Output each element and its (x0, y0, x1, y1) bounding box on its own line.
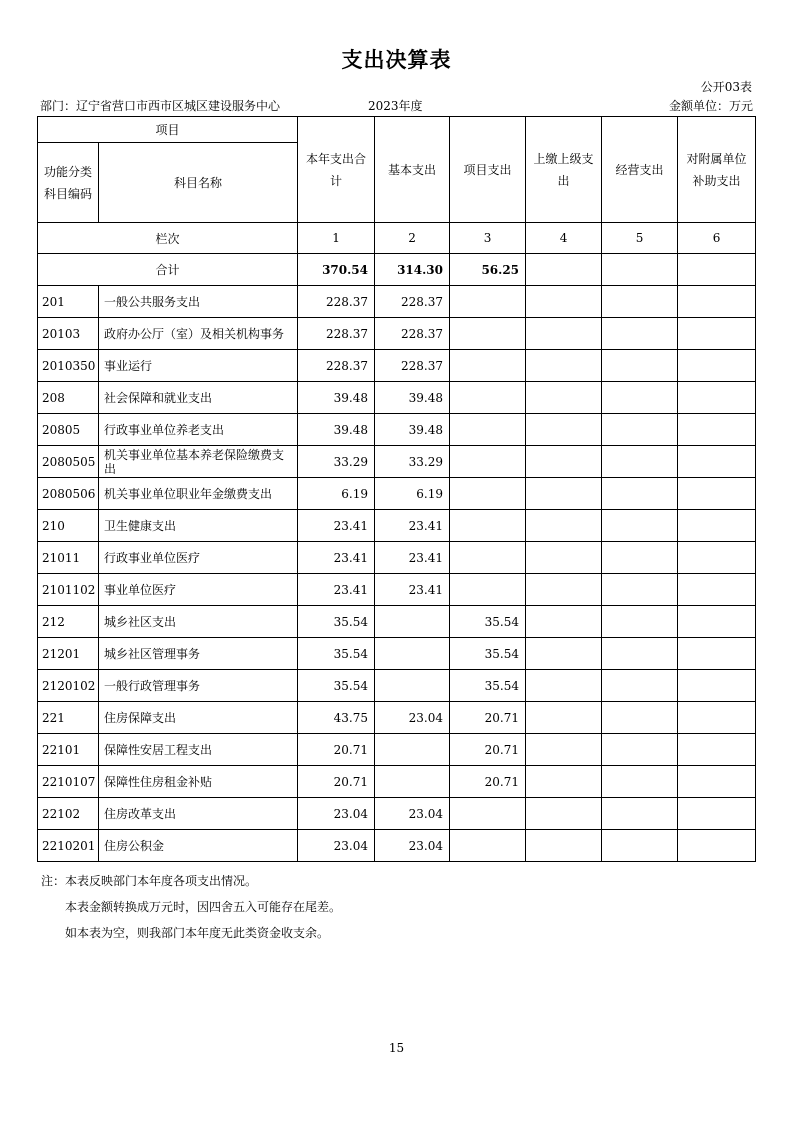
row-code: 2010350 (38, 350, 99, 382)
table-row (38, 670, 756, 702)
notes (41, 868, 341, 946)
row-business (602, 478, 678, 510)
row-code: 210 (38, 510, 99, 542)
row-subject-name: 一般行政管理事务 (99, 670, 298, 702)
row-business (602, 414, 678, 446)
row-subsidy (678, 830, 756, 862)
header-upper-remit: 上缴上级支出 (526, 117, 602, 223)
row-basic: 228.37 (375, 350, 450, 382)
row-basic: 33.29 (375, 446, 450, 478)
row-code: 22102 (38, 798, 99, 830)
row-code: 201 (38, 286, 99, 318)
column-index: 6 (678, 223, 756, 254)
row-upper-remit (526, 830, 602, 862)
row-subject-name: 卫生健康支出 (99, 510, 298, 542)
row-code: 20805 (38, 414, 99, 446)
row-basic (375, 766, 450, 798)
row-business (602, 638, 678, 670)
row-subsidy (678, 478, 756, 510)
row-business (602, 318, 678, 350)
row-total: 23.41 (298, 574, 375, 606)
header-project-expenditure: 项目支出 (450, 117, 526, 223)
row-subsidy (678, 734, 756, 766)
row-project (450, 574, 526, 606)
table-row (38, 414, 756, 446)
row-project (450, 542, 526, 574)
row-code: 208 (38, 382, 99, 414)
row-upper-remit (526, 318, 602, 350)
row-basic: 23.41 (375, 510, 450, 542)
row-basic: 228.37 (375, 318, 450, 350)
table-row (38, 446, 756, 478)
total-label: 合计 (38, 254, 298, 286)
note-line: 如本表为空，则我部门本年度无此类资金收支余。 (65, 926, 330, 940)
row-subject-name: 住房改革支出 (99, 798, 298, 830)
row-project (450, 830, 526, 862)
row-project (450, 798, 526, 830)
row-upper-remit (526, 670, 602, 702)
row-business (602, 798, 678, 830)
table-row (38, 830, 756, 862)
row-code: 2080506 (38, 478, 99, 510)
row-subject-name: 事业单位医疗 (99, 574, 298, 606)
unit-label: 金额单位：万元 (668, 99, 753, 113)
row-total: 33.29 (298, 446, 375, 478)
row-business (602, 446, 678, 478)
total-total: 370.54 (298, 254, 375, 286)
table-row (38, 510, 756, 542)
header-meta (40, 97, 753, 113)
row-total: 228.37 (298, 318, 375, 350)
row-project: 20.71 (450, 702, 526, 734)
row-upper-remit (526, 574, 602, 606)
header-total: 本年支出合计 (298, 117, 375, 223)
row-subject-name-text: 机关事业单位基本养老保险缴费支出 (104, 447, 285, 476)
row-subsidy (678, 350, 756, 382)
table-row (38, 478, 756, 510)
row-subsidy (678, 702, 756, 734)
header-basic: 基本支出 (375, 117, 450, 223)
row-subject-name: 保障性住房租金补贴 (99, 766, 298, 798)
row-total: 6.19 (298, 478, 375, 510)
row-subsidy (678, 542, 756, 574)
note-line: 注：本表反映部门本年度各项支出情况。 (41, 874, 258, 888)
row-subsidy (678, 606, 756, 638)
row-upper-remit (526, 350, 602, 382)
row-total: 35.54 (298, 638, 375, 670)
row-project: 35.54 (450, 670, 526, 702)
row-subsidy (678, 286, 756, 318)
table-row (38, 734, 756, 766)
row-business (602, 766, 678, 798)
row-subsidy (678, 670, 756, 702)
row-basic: 23.41 (375, 574, 450, 606)
row-business (602, 382, 678, 414)
table-row (38, 542, 756, 574)
row-basic: 23.04 (375, 798, 450, 830)
row-upper-remit (526, 286, 602, 318)
page-number: 15 (388, 1041, 405, 1055)
row-business (602, 734, 678, 766)
row-total: 23.41 (298, 510, 375, 542)
row-basic: 39.48 (375, 414, 450, 446)
row-total: 43.75 (298, 702, 375, 734)
row-subject-name: 社会保障和就业支出 (99, 382, 298, 414)
total-project: 56.25 (450, 254, 526, 286)
row-total: 39.48 (298, 382, 375, 414)
row-project: 20.71 (450, 734, 526, 766)
note-line: 本表金额转换成万元时，因四舍五入可能存在尾差。 (65, 900, 342, 914)
row-basic (375, 734, 450, 766)
row-basic: 6.19 (375, 478, 450, 510)
row-business (602, 702, 678, 734)
row-subject-name: 城乡社区支出 (99, 606, 298, 638)
row-upper-remit (526, 766, 602, 798)
row-subject-name: 住房保障支出 (99, 702, 298, 734)
row-business (602, 606, 678, 638)
table-row (38, 798, 756, 830)
row-subject-name: 行政事业单位医疗 (99, 542, 298, 574)
header-subsidy: 对附属单位补助支出 (678, 117, 756, 223)
row-subsidy (678, 766, 756, 798)
row-basic: 39.48 (375, 382, 450, 414)
row-upper-remit (526, 542, 602, 574)
header-function-code: 功能分类科目编码 (38, 143, 99, 223)
row-project (450, 446, 526, 478)
row-upper-remit (526, 414, 602, 446)
form-number: 公开03表 (700, 80, 752, 94)
table-row (38, 766, 756, 798)
row-upper-remit (526, 510, 602, 542)
row-subject-name: 城乡社区管理事务 (99, 638, 298, 670)
row-subject-name: 事业运行 (99, 350, 298, 382)
page-title: 支出决算表 (341, 48, 452, 72)
row-project: 35.54 (450, 606, 526, 638)
row-project (450, 414, 526, 446)
table-row (38, 382, 756, 414)
row-subject-name (99, 446, 298, 478)
row-business (602, 542, 678, 574)
expenditure-table (37, 116, 756, 862)
column-index: 3 (450, 223, 526, 254)
row-subsidy (678, 446, 756, 478)
table-row (38, 350, 756, 382)
row-subsidy (678, 638, 756, 670)
row-basic: 228.37 (375, 286, 450, 318)
table-row (38, 702, 756, 734)
row-subsidy (678, 318, 756, 350)
row-upper-remit (526, 702, 602, 734)
row-basic (375, 670, 450, 702)
total-row (38, 254, 756, 286)
table-row (38, 638, 756, 670)
row-basic (375, 606, 450, 638)
table-row (38, 286, 756, 318)
total-business (602, 254, 678, 286)
row-total: 23.04 (298, 798, 375, 830)
row-business (602, 510, 678, 542)
row-total: 35.54 (298, 606, 375, 638)
row-subsidy (678, 414, 756, 446)
row-basic: 23.04 (375, 830, 450, 862)
row-subject-name: 一般公共服务支出 (99, 286, 298, 318)
row-project (450, 478, 526, 510)
row-code: 21011 (38, 542, 99, 574)
row-upper-remit (526, 606, 602, 638)
row-project (450, 382, 526, 414)
column-index: 1 (298, 223, 375, 254)
row-total: 23.04 (298, 830, 375, 862)
row-subject-name: 机关事业单位职业年金缴费支出 (99, 478, 298, 510)
row-total: 20.71 (298, 734, 375, 766)
row-basic: 23.04 (375, 702, 450, 734)
row-total: 228.37 (298, 350, 375, 382)
row-code: 2080505 (38, 446, 99, 478)
department-label: 部门：辽宁省营口市西市区城区建设服务中心 (40, 99, 281, 113)
column-index-label: 栏次 (38, 223, 298, 254)
total-subsidy (678, 254, 756, 286)
row-project (450, 350, 526, 382)
row-code: 22101 (38, 734, 99, 766)
row-project: 35.54 (450, 638, 526, 670)
row-project (450, 510, 526, 542)
row-total: 228.37 (298, 286, 375, 318)
row-subsidy (678, 574, 756, 606)
total-upper-remit (526, 254, 602, 286)
row-code: 2210201 (38, 830, 99, 862)
row-upper-remit (526, 734, 602, 766)
row-subsidy (678, 798, 756, 830)
row-total: 39.48 (298, 414, 375, 446)
row-upper-remit (526, 446, 602, 478)
total-basic: 314.30 (375, 254, 450, 286)
header-subject-name: 科目名称 (99, 143, 298, 223)
year-label: 2023年度 (368, 99, 423, 113)
row-business (602, 830, 678, 862)
column-index: 4 (526, 223, 602, 254)
row-business (602, 350, 678, 382)
row-total: 23.41 (298, 542, 375, 574)
row-code: 20103 (38, 318, 99, 350)
row-project (450, 318, 526, 350)
row-total: 35.54 (298, 670, 375, 702)
row-upper-remit (526, 798, 602, 830)
table-row (38, 318, 756, 350)
row-upper-remit (526, 638, 602, 670)
table-row (38, 606, 756, 638)
row-project: 20.71 (450, 766, 526, 798)
row-business (602, 286, 678, 318)
row-subject-name: 住房公积金 (99, 830, 298, 862)
row-subsidy (678, 510, 756, 542)
row-code: 2120102 (38, 670, 99, 702)
row-subject-name: 行政事业单位养老支出 (99, 414, 298, 446)
row-subsidy (678, 382, 756, 414)
row-code: 2210107 (38, 766, 99, 798)
row-upper-remit (526, 382, 602, 414)
row-basic: 23.41 (375, 542, 450, 574)
header-business: 经营支出 (602, 117, 678, 223)
row-subject-name: 保障性安居工程支出 (99, 734, 298, 766)
row-total: 20.71 (298, 766, 375, 798)
header-project: 项目 (38, 117, 298, 143)
row-basic (375, 638, 450, 670)
row-business (602, 574, 678, 606)
row-project (450, 286, 526, 318)
column-index: 5 (602, 223, 678, 254)
row-code: 2101102 (38, 574, 99, 606)
row-code: 221 (38, 702, 99, 734)
row-code: 212 (38, 606, 99, 638)
column-index: 2 (375, 223, 450, 254)
row-upper-remit (526, 478, 602, 510)
row-code: 21201 (38, 638, 99, 670)
table-row (38, 574, 756, 606)
row-business (602, 670, 678, 702)
row-subject-name: 政府办公厅（室）及相关机构事务 (99, 318, 298, 350)
